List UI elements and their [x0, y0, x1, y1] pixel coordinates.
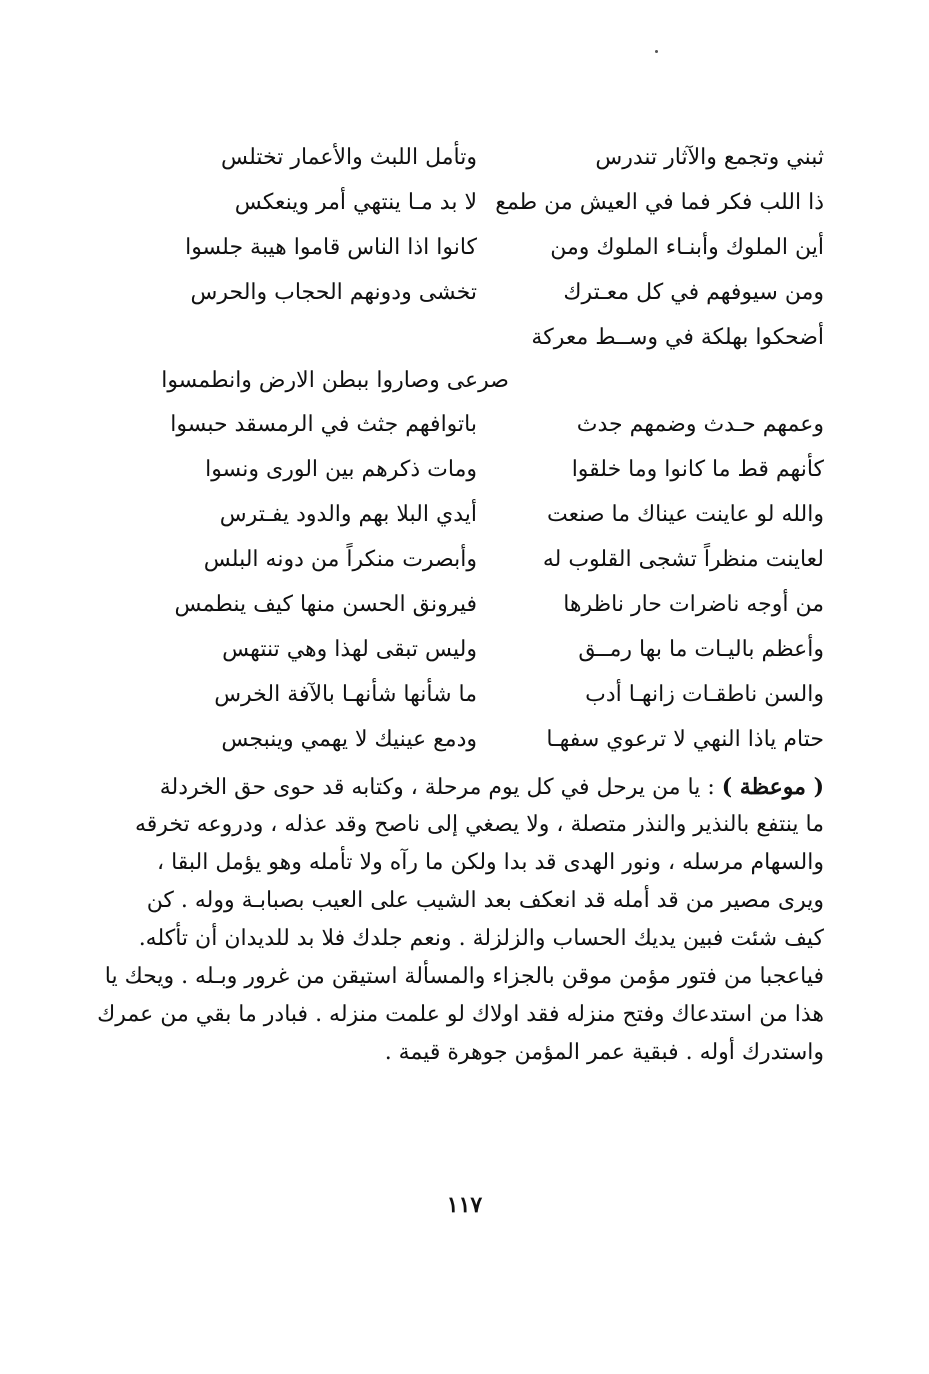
prose-line	[144, 772, 824, 803]
prose-line: والسهام مرسله ، ونور الهدى قد بدا ولكن ما رآه ولا تأمله وهو يؤمل البقا ،	[156, 850, 824, 875]
verse-hemistich-left: فيرونق الحسن منها كيف ينطمس	[174, 592, 477, 617]
verse-hemistich-left: باتوافهم جثث في الرمسقد حبسوا	[170, 412, 477, 437]
prose-line: هذا من استدعاك وفتح منزله فقد اولاك لو علمت منزله . فبادر ما بقي من عمرك	[97, 1002, 824, 1027]
verse-hemistich-right: وأعظم باليـات ما بها رمــق	[578, 637, 824, 662]
prose-line: واستدرك أوله . فبقية عمر المؤمن جوهرة قيمة .	[384, 1040, 824, 1065]
verse-hemistich-left: ما شأنها شأنهـا بالآفة الخرس	[214, 682, 477, 707]
verse-hemistich-left: أيدي البلا بهم والدود يفـترس	[219, 502, 477, 527]
prose-line: ويرى مصير من قد أمله قد انعكف بعد الشيب على العيب بصبابـة ووله . كن	[146, 888, 824, 913]
prose-text: : يا من يرحل في كل يوم مرحلة ، وكتابه قد حوى حق الخردلة	[159, 775, 715, 800]
verse-hemistich-right: ثبني وتجمع والآثار تندرس	[595, 145, 824, 170]
verse-hemistich-left: وتأمل اللبث والأعمار تختلس	[221, 145, 477, 170]
verse-hemistich-right: أين الملوك وأبنـاء الملوك ومن	[550, 235, 824, 260]
verse-hemistich-right: والسن ناطقـات زانهـا أدب	[585, 682, 824, 707]
verse-hemistich-left: وليس تبقى لهذا وهي تنتهس	[222, 637, 477, 662]
verse-hemistich-right: كأنهم قط ما كانوا وما خلقوا	[571, 457, 824, 482]
verse-hemistich-right: ومن سيوفهم في كل معـترك	[563, 280, 824, 305]
verse-hemistich-right: من أوجه ناضرات حار ناظرها	[563, 592, 824, 617]
prose-line: كيف شئت فبين يديك الحساب والزلزلة . ونعم جلدك فلا بد للديدان أن تأكله.	[138, 926, 824, 951]
prose-line: ما ينتفع بالنذير والنذر متصلة ، ولا يصغي إلى ناصح وقد عذله ، ودروعه تخرقه	[134, 812, 824, 837]
verse-hemistich-left: تخشى ودونهم الحجاب والحرس	[190, 280, 477, 305]
page-number: ١١٧	[446, 1192, 483, 1218]
verse-hemistich-left: وأبصرت منكراً من دونه البلس	[203, 547, 477, 572]
verse-hemistich-right: لعاينت منظراً تشجى القلوب له	[542, 547, 824, 572]
verse-hemistich-left: ومات ذكرهم بين الورى ونسوا	[205, 457, 477, 482]
prose-line: فياعجبا من فتور مؤمن موقن بالجزاء والمسألة استيقن من غرور وبـله . ويحك يا	[104, 964, 824, 989]
verse-hemistich-right: وعمهم حـدث وضمهم جدث	[576, 412, 824, 437]
verse-hemistich-left: كانوا اذا الناس قاموا هيبة جلسوا	[185, 235, 477, 260]
verse-hemistich-right: ذا اللب فكر فما في العيش من طمع	[495, 190, 824, 215]
verse-line: أضحكوا بهلكة في وســط معركة	[531, 325, 824, 350]
verse-hemistich-right: حتام ياذا النهي لا ترعوي سفهـا	[546, 727, 824, 752]
sermon-label: ( موعظة )	[721, 774, 824, 800]
paper-speck	[655, 50, 658, 53]
verse-hemistich-left: ودمع عينيك لا يهمي وينبجس	[221, 727, 477, 752]
verse-hemistich-right: والله لو عاينت عيناك ما صنعت	[546, 502, 824, 527]
verse-hemistich-left: لا بد مـا ينتهي أمر وينعكس	[234, 190, 477, 215]
verse-line: صرعى وصاروا ببطن الارض وانطمسوا	[161, 368, 509, 393]
